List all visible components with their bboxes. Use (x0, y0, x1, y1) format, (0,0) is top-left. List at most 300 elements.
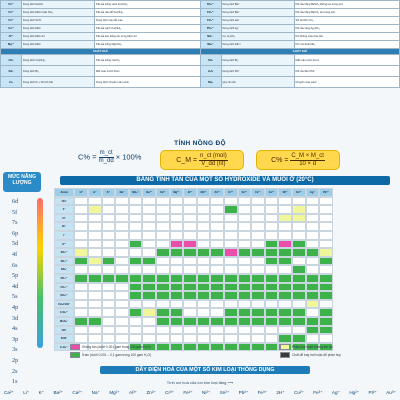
solubility-cell (183, 257, 197, 266)
solubility-cell (306, 205, 320, 214)
activity-ion: Ca²⁺ (4, 390, 14, 395)
solubility-cell (170, 248, 184, 257)
id-cell-reagent: Dung dịch Br₂ (22, 66, 95, 77)
solubility-cell (319, 257, 333, 266)
solubility-cell (265, 205, 279, 214)
solubility-cell (115, 197, 129, 206)
solubility-cell (129, 197, 143, 206)
solubility-cell (278, 291, 292, 300)
solubility-cell (115, 265, 129, 274)
energy-level: 6s (12, 261, 18, 269)
solubility-cell (238, 334, 252, 343)
solubility-cell (224, 240, 238, 249)
legend-text: Phân huỷ hoặc không tồn tại (292, 344, 333, 349)
solubility-cell (183, 248, 197, 257)
solubility-cell (238, 205, 252, 214)
activity-ion: Cu²⁺ (294, 390, 304, 395)
solubility-cell (74, 300, 88, 309)
solubility-cell (278, 317, 292, 326)
solubility-cell (251, 248, 265, 257)
solubility-cation-header: Li⁺ (88, 188, 102, 197)
id-cell-obs2: Chuyển màu xanh (294, 77, 400, 88)
solubility-anion-header: I⁻ (54, 231, 74, 240)
legend-item-i (70, 344, 151, 350)
solubility-cell (265, 214, 279, 223)
energy-level-list (12, 198, 34, 389)
solubility-corner-header: Anion (54, 188, 74, 197)
solubility-cell (74, 308, 88, 317)
solubility-cell (210, 222, 224, 231)
solubility-cell (306, 222, 320, 231)
solubility-cell (210, 265, 224, 274)
id-cell-reagent2: Dung dịch kiềm (221, 41, 294, 49)
solubility-cell (170, 343, 184, 352)
solubility-cell (156, 240, 170, 249)
solubility-cell (224, 257, 238, 266)
solubility-cell (319, 300, 333, 309)
solubility-cell (238, 240, 252, 249)
solubility-cell (88, 308, 102, 317)
solubility-cell (74, 283, 88, 292)
solubility-cell (170, 291, 184, 300)
gas-section-label: CHẤT KHÍ (1, 49, 201, 55)
solubility-cell (251, 265, 265, 274)
solubility-cation-header: Mn²⁺ (197, 188, 211, 197)
solubility-cell (292, 240, 306, 249)
percent-concentration-formula (78, 150, 141, 165)
solubility-cell (129, 274, 143, 283)
solubility-cell (251, 274, 265, 283)
solubility-cell (292, 205, 306, 214)
solubility-cell (210, 240, 224, 249)
id-cell-ion2: CO₃²⁻ (200, 9, 221, 17)
formula-1-numerator: m_ct (99, 150, 113, 156)
id-cell-ion: CO₂ (1, 55, 22, 66)
solubility-cell (210, 300, 224, 309)
id-cell-ion2: H₂S (200, 66, 221, 77)
solubility-cell (170, 326, 184, 335)
formula-2-lhs: C_M = (176, 156, 198, 164)
solubility-cell (102, 222, 116, 231)
solubility-cell (210, 326, 224, 335)
id-cell-obs2: Khí mùi khai NH₃ (294, 41, 400, 49)
solubility-cell (129, 265, 143, 274)
solubility-cell (251, 291, 265, 300)
legend-item-x (280, 352, 341, 358)
solubility-cell (74, 317, 88, 326)
solubility-cell (238, 317, 252, 326)
solubility-cell (292, 248, 306, 257)
solubility-cell (292, 308, 306, 317)
solubility-cell (142, 334, 156, 343)
solubility-cell (319, 326, 333, 335)
energy-level: 3s (12, 346, 18, 354)
solubility-cell (251, 214, 265, 223)
id-cell-ion: Cu²⁺ (1, 25, 22, 33)
activity-series-subtitle: Tính oxi hoá của ion kim loại tăng ⟶ (166, 380, 234, 385)
solubility-cell (156, 291, 170, 300)
solubility-cell (156, 222, 170, 231)
id-cell-obs: Kết tủa trắng Mg(OH)₂ (95, 41, 201, 49)
solubility-cell (197, 248, 211, 257)
solubility-cell (265, 231, 279, 240)
solubility-cation-header: Fe²⁺ (238, 188, 252, 197)
solubility-cell (156, 300, 170, 309)
solubility-cell (183, 197, 197, 206)
energy-level: 4p (12, 303, 19, 311)
solubility-cell (210, 308, 224, 317)
solubility-cell (197, 317, 211, 326)
solubility-cell (170, 283, 184, 292)
solubility-cell (238, 291, 252, 300)
solubility-cation-header: Mg²⁺ (170, 188, 184, 197)
solubility-cell (115, 317, 129, 326)
solubility-cell (251, 240, 265, 249)
energy-level: 5f (12, 208, 18, 216)
id-cell-obs2: Kết tủa vàng Ag₃PO₄ (294, 25, 400, 33)
energy-level-header: MỨC NĂNG LƯỢNG (3, 172, 41, 192)
solubility-cell (238, 231, 252, 240)
solubility-cation-header: Ba²⁺ (142, 188, 156, 197)
id-cell-ion: Fe²⁺ (1, 1, 22, 9)
solubility-cell (306, 265, 320, 274)
solubility-cell (129, 231, 143, 240)
solubility-cell (102, 248, 116, 257)
id-cell-obs2: Kết tủa trắng BaSO₄ không tan trong axit (294, 1, 400, 9)
solubility-anion-header: F⁻ (54, 205, 74, 214)
solubility-cell (197, 205, 211, 214)
activity-ion: Ni²⁺ (202, 390, 211, 395)
solubility-cell (197, 265, 211, 274)
solubility-cell (292, 222, 306, 231)
solubility-cell (251, 197, 265, 206)
activity-ion: Na⁺ (91, 390, 100, 395)
solubility-cell (197, 343, 211, 352)
solubility-cell (292, 300, 306, 309)
solubility-cell (224, 248, 238, 257)
solubility-cell (197, 240, 211, 249)
solubility-cell (88, 274, 102, 283)
solubility-cell (278, 240, 292, 249)
solubility-cell (319, 248, 333, 257)
solubility-cell (183, 265, 197, 274)
solubility-cell (102, 291, 116, 300)
solubility-cell (224, 197, 238, 206)
solubility-cell (183, 308, 197, 317)
solubility-cell (129, 326, 143, 335)
id-cell-reagent2: Dung dịch Br₂ (221, 55, 294, 66)
solubility-cell (306, 326, 320, 335)
solubility-cell (251, 205, 265, 214)
solubility-cell (88, 214, 102, 223)
solubility-cell (238, 257, 252, 266)
id-cell-obs2: Sủi bọt khí CO₂ (294, 17, 400, 25)
solubility-cell (170, 197, 184, 206)
solubility-cell (210, 257, 224, 266)
id-table-row (1, 66, 400, 77)
solubility-cell (265, 326, 279, 335)
solubility-anion-header: Br⁻ (54, 222, 74, 231)
solubility-cell (88, 283, 102, 292)
energy-level: 4f (12, 250, 18, 258)
energy-level: 3p (12, 335, 19, 343)
id-cell-reagent: Dung dịch kiềm (22, 41, 95, 49)
solubility-cation-header: Ca²⁺ (156, 188, 170, 197)
solubility-cell (156, 231, 170, 240)
formula-2-denominator: V_dd (lít) (201, 160, 226, 167)
solubility-cell (129, 205, 143, 214)
energy-level: 3d (12, 314, 19, 322)
solubility-cell (102, 326, 116, 335)
solubility-cell (306, 308, 320, 317)
activity-ion: Sn²⁺ (219, 390, 230, 395)
solubility-cation-header: K⁺ (102, 188, 116, 197)
activity-ion: Al³⁺ (129, 390, 138, 395)
solubility-cell (74, 265, 88, 274)
solubility-cell (306, 248, 320, 257)
solubility-cell (306, 240, 320, 249)
solubility-cell (88, 240, 102, 249)
solubility-cell (156, 317, 170, 326)
energy-gradient-arrow (37, 198, 43, 348)
solubility-cell (88, 334, 102, 343)
solubility-cell (210, 205, 224, 214)
solubility-cell (319, 291, 333, 300)
solubility-cell (115, 231, 129, 240)
solubility-cell (238, 214, 252, 223)
solubility-cell (115, 291, 129, 300)
solubility-cell (278, 197, 292, 206)
energy-level: 2p (12, 356, 19, 364)
id-cell-ion2: NH₃ (200, 77, 221, 88)
solubility-cell (319, 205, 333, 214)
solubility-cell (306, 274, 320, 283)
solubility-cell (251, 308, 265, 317)
solubility-cell (142, 308, 156, 317)
ion-identification-table (0, 0, 400, 88)
legend-text: Không tan (dưới 0,001 gam trong 100 gam H₂O) (82, 344, 151, 349)
solubility-cell (265, 257, 279, 266)
energy-level: 6p (12, 229, 19, 237)
solubility-cell (183, 231, 197, 240)
solubility-cell (278, 308, 292, 317)
solubility-cell (319, 334, 333, 343)
id-table-row (1, 41, 400, 49)
solubility-cell (88, 248, 102, 257)
id-cell-obs: Kết tủa keo trắng tan trong kiềm dư (95, 33, 201, 41)
solubility-cell (278, 300, 292, 309)
id-cell-obs: Kết tủa xanh Cu(OH)₂ (95, 25, 201, 33)
solubility-cell (102, 214, 116, 223)
solubility-cell (88, 300, 102, 309)
solubility-cell (115, 257, 129, 266)
solubility-cell (102, 240, 116, 249)
solubility-cell (265, 283, 279, 292)
solubility-cell (278, 257, 292, 266)
solubility-cell (129, 291, 143, 300)
solubility-cell (292, 257, 306, 266)
solubility-cell (197, 231, 211, 240)
solubility-cell (251, 283, 265, 292)
solubility-cell (74, 326, 88, 335)
id-cell-reagent2: Dung dịch axit (221, 17, 294, 25)
id-cell-ion: Cl₂ (1, 77, 22, 88)
solubility-cell (265, 334, 279, 343)
solubility-anion-header: Cl⁻ (54, 214, 74, 223)
solubility-anion-header: SO₃²⁻ (54, 248, 74, 257)
id-cell-reagent: Dung dịch Ca(OH)₂ (22, 55, 95, 66)
formula-2-numerator: n_ct (mol) (200, 152, 227, 159)
solubility-anion-header: SO₄²⁻ (54, 257, 74, 266)
solubility-cell (306, 257, 320, 266)
id-cell-reagent2: Dung dịch Ba²⁺ (221, 1, 294, 9)
activity-ion: Ag⁺ (331, 390, 340, 395)
solubility-cation-header: NH₄⁺ (129, 188, 143, 197)
id-cell-reagent2: Quỳ tím ẩm (221, 77, 294, 88)
activity-ion: Hg²⁺ (349, 390, 360, 395)
solubility-cell (210, 317, 224, 326)
activity-ion: Pb²⁺ (238, 390, 249, 395)
solubility-cell (102, 205, 116, 214)
solubility-cell (251, 257, 265, 266)
solubility-cell (183, 317, 197, 326)
solubility-cell (183, 274, 197, 283)
solubility-cell (170, 240, 184, 249)
solubility-cell (74, 231, 88, 240)
solubility-cell (292, 214, 306, 223)
solubility-anion-header: CN⁻ (54, 326, 74, 335)
activity-ion: Ba²⁺ (53, 390, 64, 395)
solubility-cell (238, 343, 252, 352)
solubility-cell (238, 222, 252, 231)
solubility-cell (224, 231, 238, 240)
id-cell-obs: Dung dịch chuyển màu xanh (95, 77, 201, 88)
solubility-cell (170, 214, 184, 223)
solubility-cell (210, 214, 224, 223)
solubility-cell (142, 231, 156, 240)
solubility-anion-header: PO₄³⁻ (54, 274, 74, 283)
solubility-cell (197, 214, 211, 223)
solubility-cell (183, 291, 197, 300)
solubility-cell (156, 283, 170, 292)
solubility-cell (210, 274, 224, 283)
activity-ion: Mg²⁺ (109, 390, 120, 395)
solubility-cell (88, 317, 102, 326)
solubility-cell (224, 300, 238, 309)
solubility-cell (224, 222, 238, 231)
solubility-cell (142, 214, 156, 223)
id-cell-reagent2: Cu, H₂SO₄ (221, 33, 294, 41)
id-cell-reagent: Dung dịch kiềm (22, 25, 95, 33)
solubility-cell (265, 265, 279, 274)
solubility-cell (170, 257, 184, 266)
id-table-row (1, 77, 400, 88)
solubility-cation-header: Ag⁺ (306, 188, 320, 197)
formula-3-denominator: 10 × d (299, 160, 317, 167)
solubility-cell (170, 317, 184, 326)
solubility-cell (238, 326, 252, 335)
activity-ion: Fe²⁺ (183, 390, 193, 395)
molar-concentration-formula (160, 150, 244, 170)
activity-series-row (4, 390, 396, 396)
solubility-cation-header: Co²⁺ (265, 188, 279, 197)
id-cell-reagent: Dung dịch NaOH (22, 1, 95, 9)
id-cell-reagent2: Dung dịch Ag⁺ (221, 25, 294, 33)
solubility-cell (210, 248, 224, 257)
id-cell-obs2: Kết tủa đen PbS (294, 66, 400, 77)
id-cell-reagent: Dung dịch SCN⁻ (22, 17, 95, 25)
solubility-cell (292, 326, 306, 335)
activity-ion: Ca²⁺ (72, 390, 83, 395)
solubility-cell (115, 300, 129, 309)
solubility-cell (74, 334, 88, 343)
solubility-cell (156, 343, 170, 352)
solubility-cell (156, 257, 170, 266)
solubility-cell (292, 334, 306, 343)
solubility-cell (306, 214, 320, 223)
solubility-cell (88, 231, 102, 240)
solubility-cell (129, 248, 143, 257)
legend-swatch (280, 344, 290, 350)
solubility-anion-header: CO₃²⁻ (54, 283, 74, 292)
solubility-cell (306, 334, 320, 343)
id-cell-reagent: Dung dịch kiềm dư (22, 33, 95, 41)
solubility-cell (265, 317, 279, 326)
solubility-cell (306, 291, 320, 300)
solubility-cell (319, 197, 333, 206)
solubility-cell (156, 265, 170, 274)
solubility-cell (251, 231, 265, 240)
solubility-cell (170, 334, 184, 343)
solubility-cell (319, 214, 333, 223)
formula-3-lhs: C% = (271, 156, 289, 164)
activity-series-title: DÃY ĐIỆN HOÁ CỦA MỘT SỐ KIM LOẠI THÔNG DỤNG (100, 366, 310, 374)
id-cell-obs2: Kết tủa trắng BaCO₃ tan trong axit (294, 9, 400, 17)
id-cell-ion2: PO₄³⁻ (200, 25, 221, 33)
energy-level: 6d (12, 198, 19, 205)
solubility-cell (197, 257, 211, 266)
solubility-cell (115, 308, 129, 317)
solubility-cell (88, 205, 102, 214)
solubility-cell (319, 274, 333, 283)
solubility-cell (142, 317, 156, 326)
solubility-cell (278, 205, 292, 214)
id-cell-ion2: NO₃⁻ (200, 33, 221, 41)
solubility-cell (102, 283, 116, 292)
solubility-cell (115, 240, 129, 249)
solubility-cell (265, 343, 279, 352)
solubility-cell (183, 326, 197, 335)
concentration-title: TÍNH NỒNG ĐỘ (174, 140, 226, 147)
solubility-cell (102, 197, 116, 206)
solubility-cell (306, 300, 320, 309)
solubility-cell (156, 214, 170, 223)
solubility-cell (102, 257, 116, 266)
activity-ion: Au³⁺ (386, 390, 396, 395)
solubility-cell (170, 231, 184, 240)
solubility-cell (74, 214, 88, 223)
solubility-cell (183, 214, 197, 223)
solubility-cell (265, 274, 279, 283)
solubility-cell (183, 334, 197, 343)
solubility-cell (156, 197, 170, 206)
activity-ion: Pt²⁺ (368, 390, 377, 395)
solubility-cell (170, 274, 184, 283)
solubility-cell (170, 205, 184, 214)
solubility-cell (265, 240, 279, 249)
solubility-cell (129, 214, 143, 223)
activity-ion: Fe³⁺ (313, 390, 323, 395)
